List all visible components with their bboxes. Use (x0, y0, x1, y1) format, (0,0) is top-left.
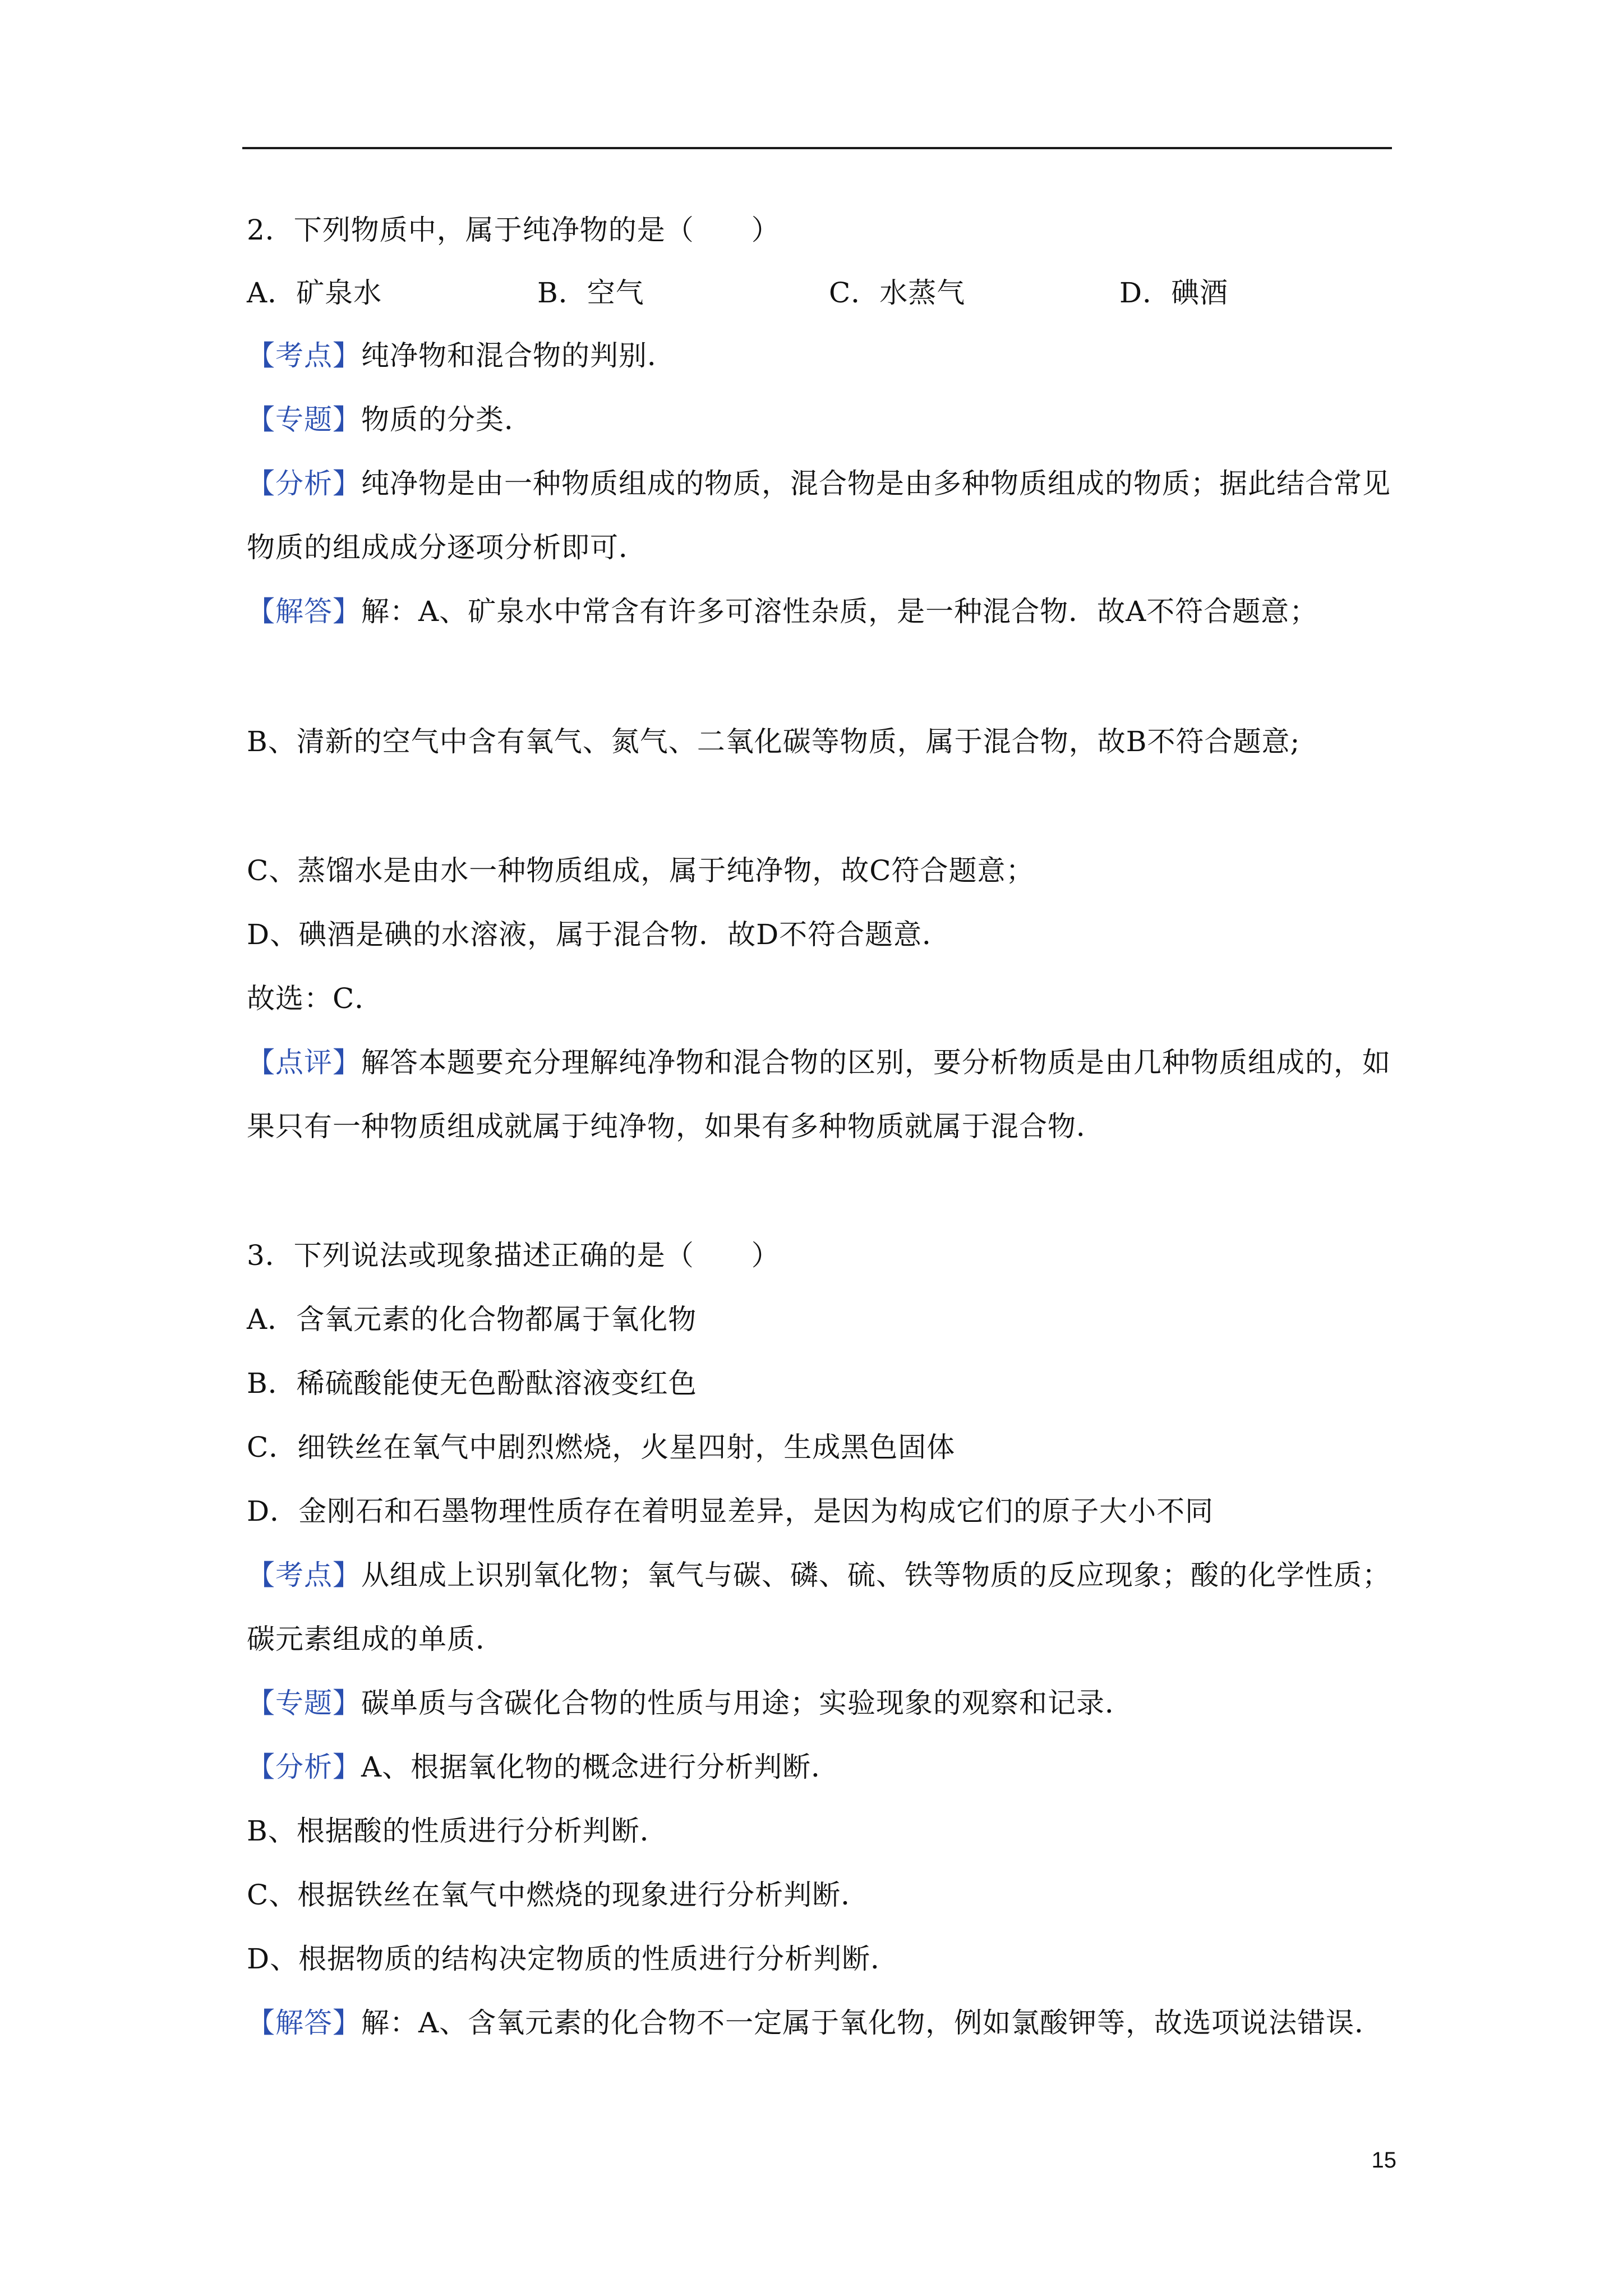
q2-zhuanti (247, 402, 533, 438)
q3-option-d: D．金刚石和石墨物理性质存在着明显差异，是因为构成它们的原子大小不同 (247, 1495, 1214, 1527)
dianping-tag: 【点评】 (247, 1046, 361, 1079)
q3-option-b: B．稀硫酸能使无色酚酞溶液变红色 (247, 1367, 697, 1400)
header-rule (242, 147, 1392, 149)
q3-fenxi-text-1: A、根据氧化物的概念进行分析判断． (361, 1751, 840, 1783)
zhuanti-tag: 【专题】 (247, 1687, 361, 1719)
q2-option-a: A．矿泉水 (247, 277, 382, 309)
kaodian-tag: 【考点】 (247, 1559, 361, 1591)
q3-jieda (247, 2005, 1383, 2041)
q2-jieda-text-3: C、蒸馏水是由水一种物质组成，属于纯净物，故C符合题意； (247, 854, 1035, 887)
q2-kaodian (247, 338, 676, 374)
q2-answer: 故选：C． (247, 982, 384, 1015)
q3-fenxi (247, 1749, 840, 1785)
q2-option-b: B．空气 (537, 277, 644, 309)
question-3-stem: 3．下列说法或现象描述正确的是（ ） (247, 1239, 780, 1272)
q2-fenxi-text-1: 纯净物是由一种物质组成的物质，混合物是由多种物质组成的物质；据此结合常见 (361, 467, 1391, 500)
q2-zhuanti-text: 物质的分类． (361, 403, 533, 436)
q3-fenxi-text-2: B、根据酸的性质进行分析判断． (247, 1815, 668, 1847)
q3-kaodian-text-2: 碳元素组成的单质． (247, 1623, 504, 1655)
zhuanti-tag: 【专题】 (247, 403, 361, 436)
q2-jieda-text-1: 解：A、矿泉水中常含有许多可溶性杂质，是一种混合物．故A不符合题意； (361, 595, 1318, 628)
q3-option-a: A．含氧元素的化合物都属于氧化物 (247, 1303, 697, 1336)
q3-fenxi-text-4: D、根据物质的结构决定物质的性质进行分析判断． (247, 1943, 900, 1975)
q2-dianping (247, 1045, 1391, 1080)
q2-jieda-text-4: D、碘酒是碘的水溶液，属于混合物．故D不符合题意． (247, 918, 951, 951)
q2-option-c: C．水蒸气 (829, 277, 966, 309)
q2-fenxi-text-2: 物质的组成成分逐项分析即可． (247, 531, 647, 564)
q3-zhuanti-text: 碳单质与含碳化合物的性质与用途；实验现象的观察和记录． (361, 1687, 1133, 1719)
q2-dianping-text-1: 解答本题要充分理解纯净物和混合物的区别，要分析物质是由几种物质组成的，如 (361, 1046, 1391, 1079)
q3-kaodian (247, 1557, 1391, 1593)
q3-kaodian-text-1: 从组成上识别氧化物；氧气与碳、磷、硫、铁等物质的反应现象；酸的化学性质； (361, 1559, 1391, 1591)
jieda-tag: 【解答】 (247, 595, 361, 628)
kaodian-tag: 【考点】 (247, 339, 361, 372)
q3-jieda-text-1: 解：A、含氧元素的化合物不一定属于氧化物，例如氯酸钾等，故选项说法错误． (361, 2007, 1384, 2039)
q2-fenxi (247, 466, 1391, 501)
question-2-stem: 2．下列物质中，属于纯净物的是（ ） (247, 214, 780, 246)
fenxi-tag: 【分析】 (247, 467, 361, 500)
q3-option-c: C．细铁丝在氧气中剧烈燃烧，火星四射，生成黑色固体 (247, 1431, 956, 1464)
q3-fenxi-text-3: C、根据铁丝在氧气中燃烧的现象进行分析判断． (247, 1879, 870, 1911)
q2-jieda (247, 593, 1318, 629)
q2-option-d: D．碘酒 (1119, 277, 1229, 309)
jieda-tag: 【解答】 (247, 2007, 361, 2039)
page-number: 15 (1371, 2148, 1396, 2173)
q2-jieda-text-2: B、清新的空气中含有氧气、氮气、二氧化碳等物质，属于混合物，故B不符合题意; (247, 725, 1301, 758)
q3-zhuanti (247, 1685, 1133, 1721)
fenxi-tag: 【分析】 (247, 1751, 361, 1783)
q2-dianping-text-2: 果只有一种物质组成就属于纯净物，如果有多种物质就属于混合物． (247, 1110, 1105, 1143)
q2-kaodian-text: 纯净物和混合物的判别． (361, 339, 676, 372)
